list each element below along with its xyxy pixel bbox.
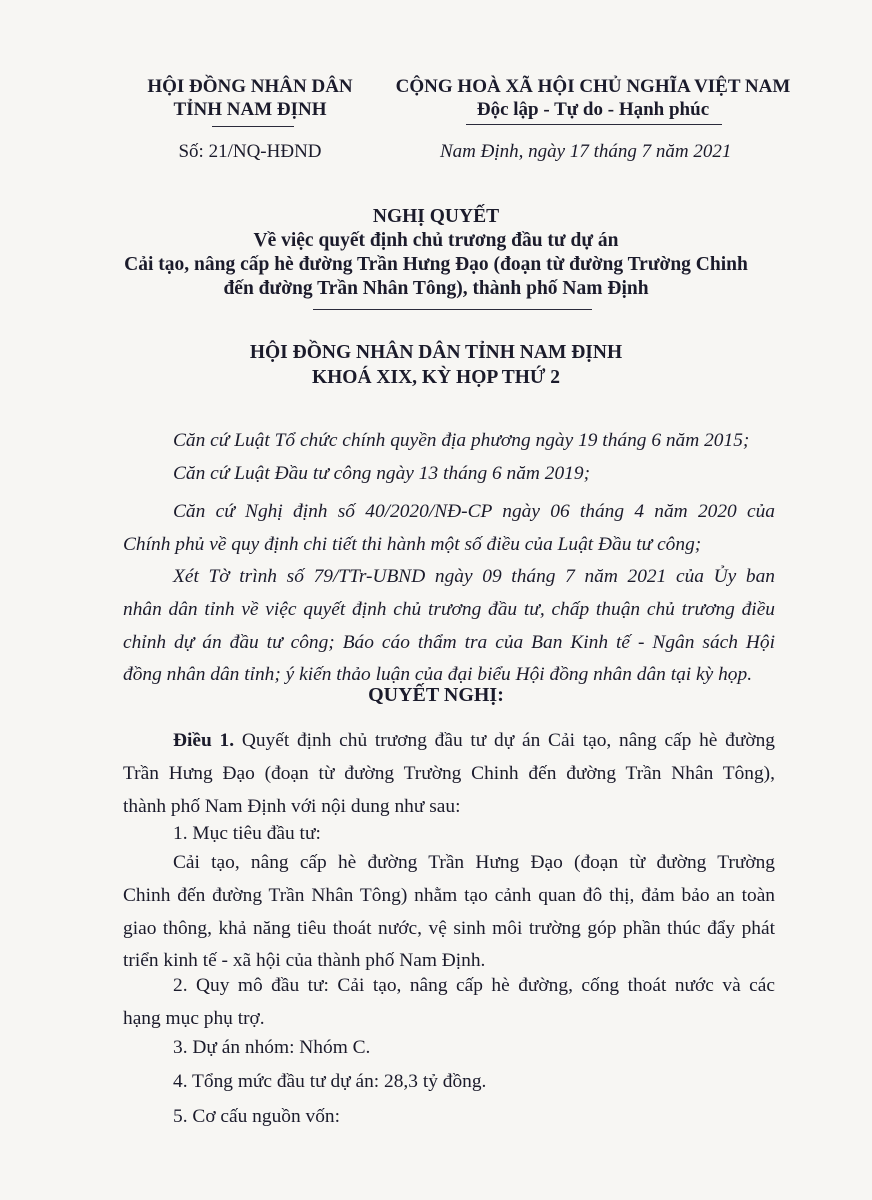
council-name: HỘI ĐỒNG NHÂN DÂN TỈNH NAM ĐỊNH bbox=[249, 342, 623, 363]
document-subject-line2: Cải tạo, nâng cấp hè đường Trần Hưng Đạo (đoạn từ đường Trường Chinh bbox=[124, 254, 748, 275]
document-type: NGHỊ QUYẾT bbox=[372, 206, 500, 227]
item-1-line2: Chinh đến đường Trần Nhân Tông) nhằm tạo cảnh quan đô thị, đảm bảo an toàn bbox=[123, 884, 775, 906]
legal-basis-4-line1: Xét Tờ trình số 79/TTr-UBND ngày 09 tháng 7 năm 2021 của Ủy ban bbox=[173, 566, 775, 587]
issuing-body-line2: TỈNH NAM ĐỊNH bbox=[173, 99, 327, 120]
legal-basis-4 bbox=[123, 561, 775, 692]
item-4: 4. Tổng mức đầu tư dự án: 28,3 tỷ đồng. bbox=[173, 1071, 487, 1092]
item-1-line3: giao thông, khả năng tiêu thoát nước, vệ sinh môi trường góp phần thúc đẩy phát bbox=[123, 917, 775, 939]
item-5: 5. Cơ cấu nguồn vốn: bbox=[173, 1106, 340, 1127]
national-motto-underline bbox=[466, 124, 722, 125]
national-title: CỘNG HOÀ XÃ HỘI CHỦ NGHĨA VIỆT NAM bbox=[395, 76, 791, 97]
legal-basis-3 bbox=[123, 496, 775, 562]
item-1-line1: Cải tạo, nâng cấp hè đường Trần Hưng Đạo (đoạn từ đường Trường bbox=[173, 852, 775, 873]
title-underline bbox=[313, 309, 592, 310]
resolves-heading: QUYẾT NGHỊ: bbox=[368, 684, 504, 706]
article-1-line2: Trần Hưng Đạo (đoạn từ đường Trường Chinh đến đường Trần Nhân Tông), bbox=[123, 762, 775, 784]
legal-basis-4-line2: nhân dân tỉnh về việc quyết định chủ trương đầu tư, chấp thuận chủ trương điều bbox=[123, 598, 775, 620]
issuing-body-line1: HỘI ĐỒNG NHÂN DÂN bbox=[147, 76, 353, 97]
legal-basis-3-line1: Căn cứ Nghị định số 40/2020/NĐ-CP ngày 06 tháng 4 năm 2020 của bbox=[173, 501, 775, 522]
item-1-heading: 1. Mục tiêu đầu tư: bbox=[173, 823, 321, 844]
council-session: KHOÁ XIX, KỲ HỌP THỨ 2 bbox=[311, 367, 561, 388]
place-and-date: Nam Định, ngày 17 tháng 7 năm 2021 bbox=[440, 141, 732, 162]
legal-basis-1: Căn cứ Luật Tổ chức chính quyền địa phương ngày 19 tháng 6 năm 2015; bbox=[173, 430, 750, 451]
article-1-intro bbox=[123, 725, 775, 823]
document-number: Số: 21/NQ-HĐND bbox=[178, 141, 322, 162]
item-1-line4: triển kinh tế - xã hội của thành phố Nam Định. bbox=[123, 950, 486, 972]
article-1-line3: thành phố Nam Định với nội dung như sau: bbox=[123, 795, 461, 817]
document-subject-line1: Về việc quyết định chủ trương đầu tư dự án bbox=[253, 230, 619, 251]
legal-basis-3-line2: Chính phủ về quy định chi tiết thi hành một số điều của Luật Đầu tư công; bbox=[123, 533, 702, 555]
article-1-line1-text: Quyết định chủ trương đầu tư dự án Cải tạo, nâng cấp hè đường bbox=[234, 730, 775, 751]
legal-basis-4-line4: đồng nhân dân tỉnh; ý kiến thảo luận của đại biểu Hội đồng nhân dân tại kỳ họp. bbox=[123, 664, 753, 686]
issuing-body-underline bbox=[212, 126, 294, 127]
legal-basis-2: Căn cứ Luật Đầu tư công ngày 13 tháng 6 năm 2019; bbox=[173, 463, 591, 484]
article-1-line1 bbox=[123, 725, 775, 758]
item-2-line1: 2. Quy mô đầu tư: Cải tạo, nâng cấp hè đường, cống thoát nước và các bbox=[173, 975, 775, 996]
national-motto: Độc lập - Tự do - Hạnh phúc bbox=[476, 99, 710, 120]
item-3: 3. Dự án nhóm: Nhóm C. bbox=[173, 1037, 371, 1058]
item-2-line2: hạng mục phụ trợ. bbox=[123, 1007, 265, 1029]
legal-basis-4-line3: chỉnh dự án đầu tư công; Báo cáo thẩm tra của Ban Kinh tế - Ngân sách Hội bbox=[123, 631, 775, 653]
item-2-body bbox=[123, 970, 775, 1036]
article-1-label: Điều 1. bbox=[173, 730, 235, 751]
document-subject-line3: đến đường Trần Nhân Tông), thành phố Nam Định bbox=[223, 278, 649, 299]
item-1-body bbox=[123, 847, 775, 978]
